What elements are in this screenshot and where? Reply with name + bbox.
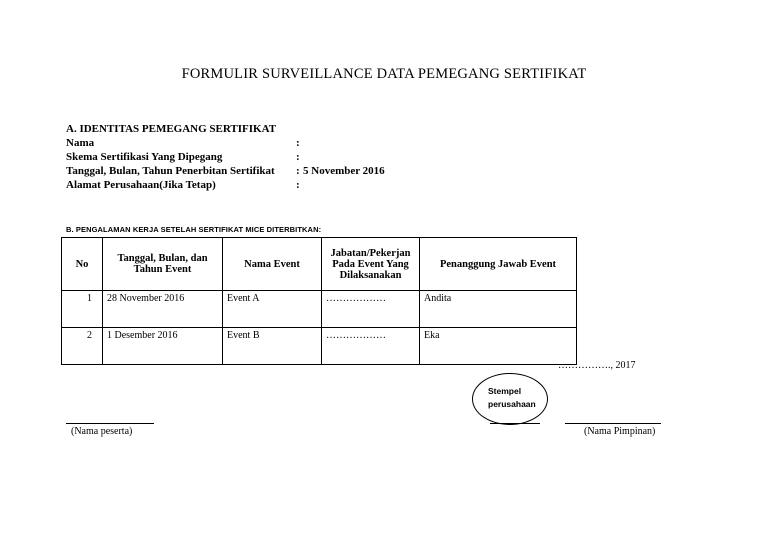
stamp-text: Stempel perusahaan bbox=[488, 386, 536, 409]
field-separator: : bbox=[296, 151, 300, 163]
field-value-tanggal-terbit: 5 November 2016 bbox=[303, 165, 385, 177]
cell-no: 1 bbox=[62, 291, 103, 328]
field-separator: : bbox=[296, 165, 300, 177]
cell-event-name: Event A bbox=[223, 291, 322, 328]
field-label-alamat: Alamat Perusahaan(Jika Tetap) bbox=[66, 179, 216, 191]
date-line: ……………., 2017 bbox=[558, 360, 636, 371]
column-header-date: Tanggal, Bulan, dan Tahun Event bbox=[103, 238, 223, 291]
cell-date: 28 November 2016 bbox=[103, 291, 223, 328]
field-label-nama: Nama bbox=[66, 137, 95, 149]
section-b-heading: B. PENGALAMAN KERJA SETELAH SERTIFIKAT MICE DITERBITKAN: bbox=[66, 225, 322, 234]
cell-no: 2 bbox=[62, 328, 103, 365]
column-header-role: Jabatan/Pekerjan Pada Event Yang Dilaksanakan bbox=[322, 238, 420, 291]
field-label-tanggal-terbit: Tanggal, Bulan, Tahun Penerbitan Sertifikat bbox=[66, 165, 275, 177]
table-row bbox=[62, 291, 577, 328]
section-a-heading: A. IDENTITAS PEMEGANG SERTIFIKAT bbox=[66, 123, 277, 135]
signature-line-stamp bbox=[490, 423, 540, 424]
cell-role: ……………… bbox=[322, 291, 420, 328]
field-label-skema: Skema Sertifikasi Yang Dipegang bbox=[66, 151, 223, 163]
column-header-no: No bbox=[62, 238, 103, 291]
signature-line-right bbox=[565, 423, 661, 424]
cell-event-name: Event B bbox=[223, 328, 322, 365]
signature-label-participant: (Nama peserta) bbox=[71, 426, 133, 437]
cell-date: 1 Desember 2016 bbox=[103, 328, 223, 365]
signature-label-leader: (Nama Pimpinan) bbox=[584, 426, 656, 437]
signature-line-left bbox=[66, 423, 154, 424]
cell-role: ……………… bbox=[322, 328, 420, 365]
cell-pic: Andita bbox=[420, 291, 577, 328]
table-row bbox=[62, 328, 577, 365]
field-separator: : bbox=[296, 179, 300, 191]
field-separator: : bbox=[296, 137, 300, 149]
table-header-row bbox=[62, 238, 577, 291]
column-header-event-name: Nama Event bbox=[223, 238, 322, 291]
cell-pic: Eka bbox=[420, 328, 577, 365]
page-title: FORMULIR SURVEILLANCE DATA PEMEGANG SERTIFIKAT bbox=[181, 66, 587, 82]
column-header-pic: Penanggung Jawab Event bbox=[420, 238, 577, 291]
experience-table bbox=[61, 237, 577, 365]
